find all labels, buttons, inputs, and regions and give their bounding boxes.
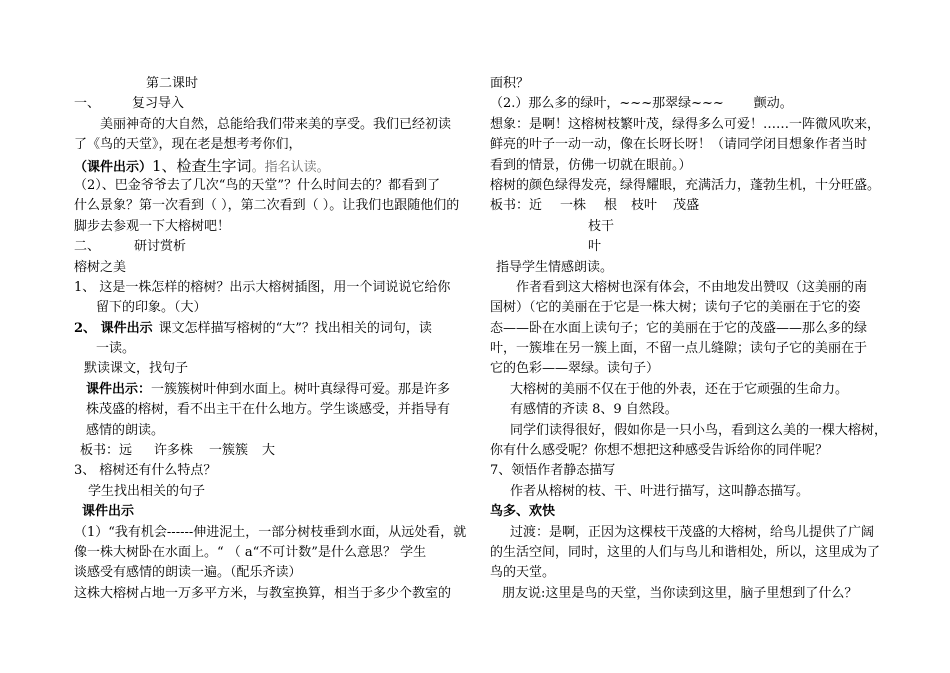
paragraph-line: 大榕树的美丽不仅在于他的外表，还在于它顽强的生命力。 xyxy=(510,381,849,397)
courseware-quote: 课件出示：一簇簇树叶伸到水面上。树叶真绿得可爱。那是许多 xyxy=(86,381,451,397)
paragraph-line: （2）、巴金爷爷去了几次“鸟的天堂”？什么时间去的？都看到了 xyxy=(74,177,441,193)
paragraph-line: 鸟的天堂。 xyxy=(490,565,556,581)
paragraph-line: 感情的朗读。 xyxy=(86,422,165,438)
paragraph-line: 的生活空间，同时，这里的人们与鸟儿和谐相处，所以，这里成为了 xyxy=(490,544,881,560)
paragraph-line: （2.）那么多的绿叶，~~~那翠绿~~~ 颤动。 xyxy=(490,96,793,112)
paragraph-line: 鲜亮的叶子一动一动，像在长呀长呀！（请同学闭目想象作者当时 xyxy=(490,137,868,153)
paragraph-line: 作者从榕树的枝、干、叶进行描写，这叫静态描写。 xyxy=(510,483,810,499)
subheading-banyan-beauty: 榕树之美 xyxy=(74,259,127,275)
paragraph-line: 脚步去参观一下大榕树吧！ xyxy=(74,218,231,234)
paragraph-line: 了《鸟的天堂》，现在老是想考考你们， xyxy=(74,137,302,153)
paragraph-line: 叶，一簇堆在另一簇上面，不留一点儿缝隙；读句子它的美丽在于 xyxy=(490,341,868,357)
blackboard-notes-far: 板书：远 许多株 一簇簇 大 xyxy=(80,443,276,459)
paragraph-line: 默读课文，找句子 xyxy=(84,361,189,377)
paragraph-line: 朋友说:这里是鸟的天堂，当你读到这里，脑子里想到了什么？ xyxy=(502,585,858,601)
paragraph-line: 学生找出相关的句子 xyxy=(88,483,206,499)
paragraph-line: 想象：是啊！这榕树枝繁叶茂，绿得多么可爱！……一阵微风吹来， xyxy=(490,116,881,132)
section-heading-review: 一、 复习导入 xyxy=(74,96,185,112)
subheading-birds: 鸟多、欢快 xyxy=(490,504,556,520)
blackboard-notes-leaf: 叶 xyxy=(588,239,602,255)
paragraph-line: 态——卧在水面上读句子；它的美丽在于它的茂盛——那么多的绿 xyxy=(490,320,868,336)
paragraph-line: 什么景象？第一次看到（ ），第二次看到（ ）。让我们也跟随他们的 xyxy=(74,198,460,214)
paragraph-line: （1）“我有机会------伸进泥土，一部分树枝垂到水面，从远处看，就 xyxy=(74,524,467,540)
paragraph-line: 作者看到这大榕树也深有体会，不由地发出赞叹（这美丽的南 xyxy=(516,279,868,295)
courseware-heading: 课件出示 xyxy=(82,504,135,520)
question-3: 3、 榕树还有什么特点？ xyxy=(74,463,217,479)
paragraph-line: 它的色彩——翠绿。读句子） xyxy=(490,361,660,377)
paragraph-line: 留下的印象。（大） xyxy=(96,300,207,316)
paragraph-line: 国树）（它的美丽在于它是一株大树；读句子它的美丽在于它的姿 xyxy=(490,300,861,316)
lesson-title: 第二课时 xyxy=(146,76,199,91)
question-1: 1、 这是一株怎样的榕树？出示大榕树插图，用一个词说说它给你 xyxy=(74,279,451,295)
paragraph-line: 有感情的齐读 8、9 自然段。 xyxy=(510,402,678,418)
paragraph-line: 谈感受有感情的朗读一遍。（配乐齐读） xyxy=(74,565,302,581)
paragraph-line: 你有什么感受呢？你想不想把这种感受告诉给你的同伴呢？ xyxy=(490,443,829,459)
paragraph-line: 美丽神奇的大自然，总能给我们带来美的享受。我们已经初读 xyxy=(100,116,452,132)
paragraph-line: 株茂盛的榕树，看不出主干在什么地方。学生谈感受，并指导有 xyxy=(86,402,451,418)
paragraph-line: 看到的情景，仿佛一切就在眼前。） xyxy=(490,157,692,173)
courseware-check-words: （课件出示）1、检查生字词。指名认读。 xyxy=(74,156,330,175)
blackboard-notes-trunk: 枝干 xyxy=(588,218,615,234)
left-column xyxy=(74,74,466,604)
paragraph-line: 过渡：是啊，正因为这棵枝干茂盛的大榕树，给鸟儿提供了广阔 xyxy=(510,524,875,540)
section-heading-analysis: 二、 研讨赏析 xyxy=(74,239,187,255)
paragraph-line: 这株大榕树占地一万多平方米，与教室换算，相当于多少个教室的 xyxy=(74,585,452,601)
paragraph-line: 榕树的颜色绿得发亮，绿得耀眼，充满活力，蓬勃生机，十分旺盛。 xyxy=(490,177,881,193)
right-column xyxy=(490,74,888,604)
paragraph-line: 面积？ xyxy=(490,76,530,91)
paragraph-line: 像一株大树卧在水面上。“ （ a“不可计数”是什么意思？ 学生 xyxy=(74,544,427,560)
blackboard-notes-near: 板书：近 一株 根 枝叶 茂盛 xyxy=(490,198,700,214)
paragraph-line: 同学们读得很好，假如你是一只小鸟，看到这么美的一棵大榕树， xyxy=(510,422,888,438)
question-2: 2、 课件出示 课文怎样描写榕树的“大”？找出相关的词句，读 xyxy=(74,320,432,336)
item-7: 7、领悟作者静态描写 xyxy=(490,463,616,479)
paragraph-line: 指导学生情感朗读。 xyxy=(496,259,614,275)
paragraph-line: 一读。 xyxy=(96,341,136,357)
